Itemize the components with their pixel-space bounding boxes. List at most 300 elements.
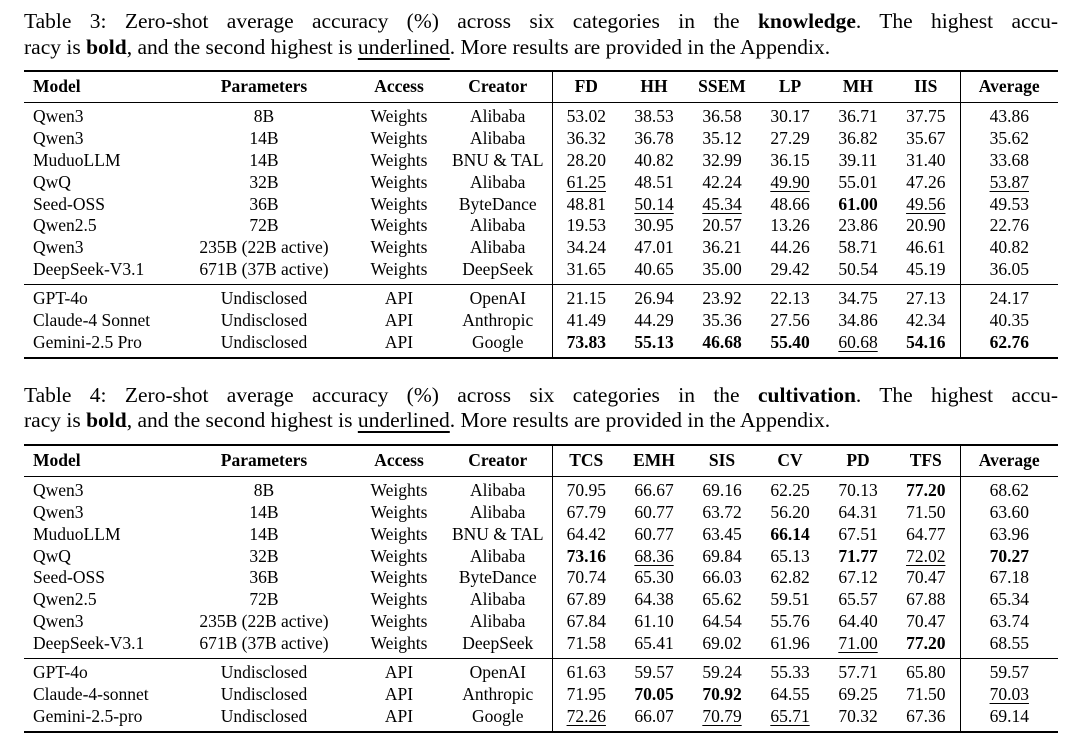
score-value: 56.20: [770, 501, 810, 522]
caption-text-bold: cultivation: [757, 382, 856, 407]
score-value: 44.26: [770, 237, 810, 258]
table-row: [24, 285, 1058, 310]
access-cell: Weights: [370, 237, 428, 258]
score-value: 27.29: [770, 127, 810, 148]
score-cell: [688, 684, 756, 706]
model-cell: Qwen2.5: [33, 215, 97, 236]
model-cell: Seed-OSS: [33, 567, 105, 588]
average-value: 49.53: [989, 193, 1029, 214]
score-value-underlined: 61.25: [566, 171, 606, 192]
score-value: 44.29: [634, 310, 674, 331]
score-cell: [688, 659, 756, 684]
score-cell: [552, 706, 620, 732]
table4-header: [24, 445, 1058, 476]
caption-line: [24, 35, 1058, 61]
score-cell: [552, 476, 620, 501]
score-value-underlined: 50.14: [634, 193, 674, 214]
score-cell: [552, 332, 620, 358]
score-value: 40.65: [634, 259, 674, 280]
score-cell: [756, 633, 824, 658]
creator-cell: Alibaba: [470, 589, 526, 610]
score-value: 64.54: [702, 611, 742, 632]
score-cell: [552, 310, 620, 332]
model-cell: Qwen3: [33, 501, 84, 522]
score-value: 22.13: [770, 288, 810, 309]
score-cell: [756, 215, 824, 237]
score-value: 64.55: [770, 683, 810, 704]
caption-text: Table 3: Zero-shot average accuracy (%) across six categories in the: [24, 9, 758, 33]
average-cell: [960, 546, 1058, 568]
score-cell: [620, 502, 688, 524]
average-value-underlined: 53.87: [989, 171, 1029, 192]
creator-cell: ByteDance: [458, 567, 537, 588]
model-cell: Claude-4-sonnet: [33, 683, 149, 704]
column-header-tcs: TCS: [552, 445, 620, 476]
access-cell: API: [354, 285, 444, 310]
score-cell: [824, 659, 892, 684]
column-header-pd: PD: [824, 445, 892, 476]
score-value: 67.51: [838, 523, 878, 544]
score-cell: [552, 546, 620, 568]
average-value: 65.34: [989, 589, 1029, 610]
creator-cell: Anthropic: [462, 683, 534, 704]
score-cell: [620, 128, 688, 150]
model-cell: Gemini-2.5-pro: [33, 705, 143, 726]
score-cell: [824, 215, 892, 237]
score-cell: [620, 285, 688, 310]
caption-line: [24, 383, 1058, 409]
score-cell: [620, 215, 688, 237]
score-value: 37.75: [906, 105, 946, 126]
score-value-underlined: 70.79: [702, 705, 742, 726]
column-header-mh: MH: [824, 71, 892, 102]
score-value-bold: 46.68: [702, 331, 742, 352]
score-value: 57.71: [838, 662, 878, 683]
score-cell: [756, 194, 824, 216]
score-cell: [756, 546, 824, 568]
column-header-hh: HH: [620, 71, 688, 102]
score-cell: [552, 633, 620, 658]
score-value: 34.24: [566, 237, 606, 258]
score-cell: [824, 684, 892, 706]
column-header-parameters: Parameters: [174, 445, 354, 476]
column-header-cv: CV: [756, 445, 824, 476]
average-value: 43.86: [989, 105, 1029, 126]
table3-block: [24, 9, 1058, 359]
table-row: [24, 659, 1058, 684]
score-cell: [552, 611, 620, 633]
parameters-cell: 671B (37B active): [199, 633, 329, 654]
creator-cell: DeepSeek: [462, 633, 534, 654]
score-value: 70.47: [906, 611, 946, 632]
score-cell: [892, 546, 960, 568]
average-cell: [960, 589, 1058, 611]
table-row: [24, 589, 1058, 611]
average-value: 68.62: [989, 479, 1029, 500]
average-value: 67.18: [989, 567, 1029, 588]
score-cell: [552, 502, 620, 524]
score-value: 31.65: [566, 259, 606, 280]
score-value: 67.79: [566, 501, 606, 522]
table-row: [24, 150, 1058, 172]
score-cell: [756, 102, 824, 127]
score-value: 40.82: [634, 149, 674, 170]
score-value: 69.02: [702, 633, 742, 654]
score-value: 27.13: [906, 288, 946, 309]
score-value: 65.57: [838, 589, 878, 610]
score-value-underlined: 71.00: [838, 633, 878, 654]
score-value: 31.40: [906, 149, 946, 170]
average-value: 24.17: [989, 288, 1029, 309]
score-value: 36.71: [838, 105, 878, 126]
score-value: 69.25: [838, 683, 878, 704]
average-cell: [960, 659, 1058, 684]
score-cell: [688, 706, 756, 732]
average-cell: [960, 102, 1058, 127]
score-cell: [620, 259, 688, 284]
score-value: 65.62: [702, 589, 742, 610]
average-cell: [960, 476, 1058, 501]
score-cell: [688, 589, 756, 611]
score-value: 63.72: [702, 501, 742, 522]
score-cell: [892, 684, 960, 706]
score-value: 67.84: [566, 611, 606, 632]
average-cell: [960, 706, 1058, 732]
score-cell: [688, 332, 756, 358]
average-value: 40.82: [989, 237, 1029, 258]
score-value: 34.86: [838, 310, 878, 331]
caption-text-bold: bold: [86, 34, 127, 59]
access-cell: Weights: [370, 611, 428, 632]
score-value: 23.86: [838, 215, 878, 236]
score-cell: [688, 237, 756, 259]
parameters-cell: 14B: [249, 127, 279, 148]
parameters-cell: 8B: [253, 479, 275, 500]
column-header-emh: EMH: [620, 445, 688, 476]
column-header-model: Model: [24, 445, 174, 476]
score-value: 67.89: [566, 589, 606, 610]
score-cell: [688, 310, 756, 332]
access-cell: Weights: [370, 193, 428, 214]
average-cell: [960, 150, 1058, 172]
score-cell: [620, 194, 688, 216]
score-cell: [688, 546, 756, 568]
score-value: 36.58: [702, 105, 742, 126]
creator-cell: Alibaba: [470, 215, 526, 236]
table4-caption: [24, 383, 1058, 434]
average-value: 40.35: [989, 310, 1029, 331]
score-cell: [756, 237, 824, 259]
score-cell: [620, 237, 688, 259]
creator-cell: Alibaba: [470, 545, 526, 566]
score-value-underlined: 60.68: [838, 331, 878, 352]
table4-weights-group: [24, 476, 1058, 658]
model-cell: QwQ: [33, 545, 71, 566]
score-value: 59.51: [770, 589, 810, 610]
score-value: 65.41: [634, 633, 674, 654]
score-value: 35.00: [702, 259, 742, 280]
score-value: 59.24: [702, 662, 742, 683]
score-cell: [620, 332, 688, 358]
score-value: 50.54: [838, 259, 878, 280]
parameters-cell: 32B: [249, 545, 279, 566]
table-row: [24, 524, 1058, 546]
score-cell: [892, 332, 960, 358]
average-cell: [960, 259, 1058, 284]
score-value: 55.76: [770, 611, 810, 632]
score-value: 55.01: [838, 171, 878, 192]
caption-text: . More results are provided in the Appendix.: [449, 34, 831, 59]
parameters-cell: Undisclosed: [220, 705, 308, 726]
score-value: 35.36: [702, 310, 742, 331]
score-cell: [688, 102, 756, 127]
creator-cell: Anthropic: [462, 310, 534, 331]
average-value-bold: 70.27: [989, 545, 1029, 566]
access-cell: Weights: [370, 149, 428, 170]
score-cell: [552, 524, 620, 546]
table-row: [24, 194, 1058, 216]
model-cell: DeepSeek-V3.1: [33, 633, 145, 654]
caption-text: , and the second highest is: [126, 34, 358, 59]
caption-text: . The highest accu-: [855, 9, 1058, 33]
score-cell: [620, 567, 688, 589]
caption-text-underlined: underlined: [357, 34, 450, 59]
column-header-average: Average: [960, 71, 1058, 102]
table-row: [24, 259, 1058, 284]
table3-caption: [24, 9, 1058, 60]
average-cell: [960, 310, 1058, 332]
creator-cell: Google: [471, 331, 524, 352]
caption-text-bold: knowledge: [757, 9, 856, 33]
score-value: 60.77: [634, 523, 674, 544]
score-cell: [620, 546, 688, 568]
caption-text: . The highest accu-: [855, 382, 1059, 407]
score-value: 48.81: [566, 193, 606, 214]
score-value-bold: 77.20: [906, 633, 946, 654]
score-cell: [824, 706, 892, 732]
model-cell: Gemini-2.5 Pro: [33, 331, 142, 352]
score-value: 65.30: [634, 567, 674, 588]
creator-cell: ByteDance: [458, 193, 537, 214]
score-value: 47.01: [634, 237, 674, 258]
average-cell: [960, 215, 1058, 237]
score-cell: [756, 706, 824, 732]
score-cell: [892, 706, 960, 732]
model-cell: QwQ: [33, 171, 71, 192]
access-cell: Weights: [370, 501, 428, 522]
model-cell: Qwen2.5: [33, 589, 97, 610]
average-value-bold: 62.76: [989, 331, 1029, 352]
model-cell: Qwen3: [33, 479, 84, 500]
score-cell: [756, 476, 824, 501]
column-header-creator: Creator: [444, 71, 552, 102]
score-cell: [892, 237, 960, 259]
creator-cell: BNU & TAL: [451, 149, 544, 170]
score-cell: [824, 150, 892, 172]
score-value: 30.95: [634, 215, 674, 236]
score-cell: [824, 237, 892, 259]
caption-text: Table 4: Zero-shot average accuracy (%) across six categories in the: [24, 382, 758, 407]
score-value: 21.15: [566, 288, 606, 309]
score-cell: [756, 589, 824, 611]
average-value: 36.05: [989, 259, 1029, 280]
score-value: 61.96: [770, 633, 810, 654]
column-header-parameters: Parameters: [174, 71, 354, 102]
score-cell: [620, 589, 688, 611]
score-value: 60.77: [634, 501, 674, 522]
score-cell: [688, 502, 756, 524]
score-value: 64.42: [566, 523, 606, 544]
score-cell: [824, 172, 892, 194]
access-cell: API: [384, 310, 414, 331]
score-cell: [688, 259, 756, 284]
average-cell: [960, 194, 1058, 216]
parameters-cell: 8B: [253, 105, 275, 126]
score-cell: [756, 659, 824, 684]
access-cell: Weights: [370, 589, 428, 610]
creator-cell: Alibaba: [470, 501, 526, 522]
caption-text-bold: bold: [86, 408, 127, 433]
average-value: 59.57: [989, 662, 1029, 683]
score-cell: [892, 310, 960, 332]
average-value: 35.62: [989, 127, 1029, 148]
parameters-cell: Undisclosed: [220, 683, 308, 704]
score-cell: [688, 633, 756, 658]
table4-api-group: [24, 659, 1058, 732]
score-cell: [892, 567, 960, 589]
access-cell: Weights: [370, 127, 428, 148]
parameters-cell: 14B: [249, 523, 279, 544]
score-cell: [756, 502, 824, 524]
score-cell: [892, 633, 960, 658]
score-value-bold: 77.20: [906, 479, 946, 500]
score-cell: [892, 659, 960, 684]
column-header-ssem: SSEM: [688, 71, 756, 102]
score-value: 42.24: [702, 171, 742, 192]
score-cell: [756, 310, 824, 332]
caption-line: [24, 408, 1058, 434]
creator-cell: Alibaba: [470, 105, 526, 126]
column-header-lp: LP: [756, 71, 824, 102]
score-cell: [688, 215, 756, 237]
header-row: [24, 71, 1058, 102]
average-cell: [960, 128, 1058, 150]
score-value: 66.07: [634, 705, 674, 726]
table3-header: [24, 71, 1058, 102]
caption-text-underlined: underlined: [357, 408, 450, 433]
score-cell: [756, 285, 824, 310]
score-value: 27.56: [770, 310, 810, 331]
score-value: 39.11: [838, 149, 878, 170]
score-value-bold: 54.16: [906, 331, 946, 352]
parameters-cell: 36B: [249, 567, 279, 588]
column-header-average: Average: [960, 445, 1058, 476]
score-cell: [892, 215, 960, 237]
average-value: 68.55: [989, 633, 1029, 654]
score-cell: [824, 476, 892, 501]
score-value: 69.16: [702, 479, 742, 500]
score-value-bold: 71.77: [838, 545, 878, 566]
access-cell: Weights: [370, 479, 428, 500]
average-value: 22.76: [989, 215, 1029, 236]
parameters-cell: 235B (22B active): [199, 237, 329, 258]
score-cell: [552, 589, 620, 611]
average-cell: [960, 633, 1058, 658]
score-cell: [552, 237, 620, 259]
score-cell: [824, 332, 892, 358]
score-cell: [620, 310, 688, 332]
score-cell: [892, 589, 960, 611]
score-cell: [824, 524, 892, 546]
access-cell: Weights: [370, 215, 428, 236]
score-value: 48.66: [770, 193, 810, 214]
score-cell: [892, 524, 960, 546]
score-cell: [756, 524, 824, 546]
score-cell: [620, 150, 688, 172]
score-cell: [824, 611, 892, 633]
score-cell: [824, 194, 892, 216]
score-value: 36.32: [566, 127, 606, 148]
score-value: 71.58: [566, 633, 606, 654]
score-value: 71.50: [906, 683, 946, 704]
access-cell: Weights: [370, 633, 428, 654]
score-value: 63.45: [702, 523, 742, 544]
access-cell: Weights: [370, 567, 428, 588]
parameters-cell: 235B (22B active): [199, 611, 329, 632]
average-cell: [960, 524, 1058, 546]
table-row: [24, 684, 1058, 706]
score-cell: [552, 285, 620, 310]
score-value: 64.31: [838, 501, 878, 522]
creator-cell: Alibaba: [470, 127, 526, 148]
score-cell: [552, 172, 620, 194]
model-cell: MuduoLLM: [33, 149, 121, 170]
score-cell: [824, 310, 892, 332]
score-cell: [688, 567, 756, 589]
score-cell: [824, 589, 892, 611]
score-value: 36.15: [770, 149, 810, 170]
score-value: 67.88: [906, 589, 946, 610]
access-cell: Weights: [370, 523, 428, 544]
score-value: 59.57: [634, 662, 674, 683]
score-value: 70.74: [566, 567, 606, 588]
score-value: 45.19: [906, 259, 946, 280]
score-cell: [620, 172, 688, 194]
score-value: 26.94: [634, 288, 674, 309]
score-value: 48.51: [634, 171, 674, 192]
column-header-fd: FD: [552, 71, 620, 102]
score-value-underlined: 72.02: [906, 545, 946, 566]
score-value: 64.77: [906, 523, 946, 544]
score-cell: [688, 172, 756, 194]
score-cell: [824, 285, 892, 310]
score-cell: [824, 128, 892, 150]
score-value: 64.40: [838, 611, 878, 632]
score-value-underlined: 49.56: [906, 193, 946, 214]
parameters-cell: Undisclosed: [174, 659, 354, 684]
score-value: 53.02: [566, 105, 606, 126]
score-cell: [892, 172, 960, 194]
score-value: 61.10: [634, 611, 674, 632]
score-cell: [892, 259, 960, 284]
score-value: 35.12: [702, 127, 742, 148]
score-value-bold: 61.00: [838, 193, 878, 214]
parameters-cell: 72B: [249, 215, 279, 236]
score-value: 70.47: [906, 567, 946, 588]
access-cell: API: [384, 705, 414, 726]
parameters-cell: 72B: [249, 589, 279, 610]
score-value: 36.82: [838, 127, 878, 148]
